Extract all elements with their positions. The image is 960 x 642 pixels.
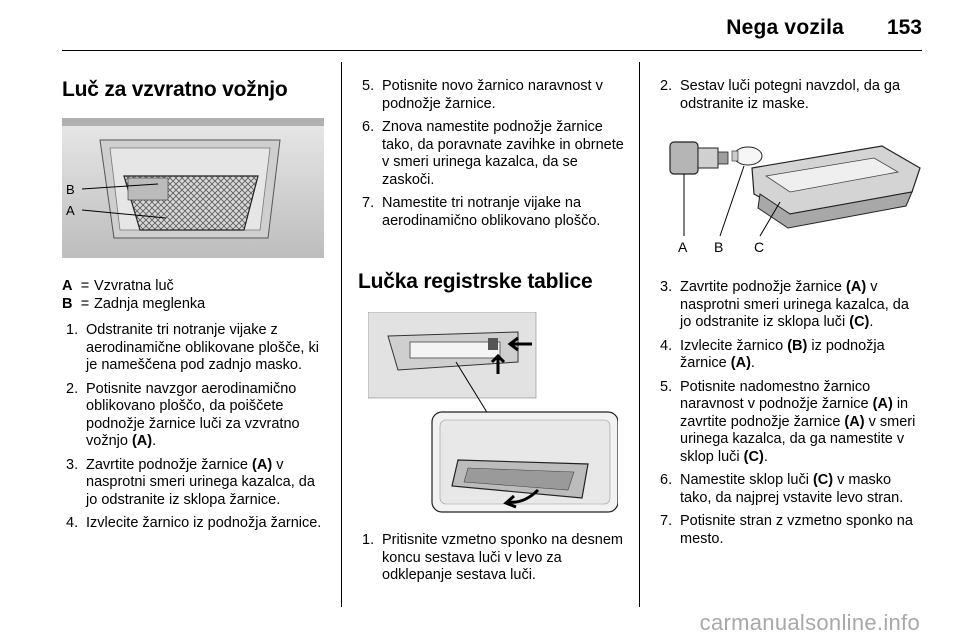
figure-bulb-assembly: [662, 128, 922, 264]
list-item: 4. Izvlecite žarnico (B) iz podnožja žarnice (A).: [660, 337, 885, 371]
figure-label-c: C: [754, 239, 765, 255]
steps-bulb-replacement: [656, 279, 924, 554]
steps-license-plate-light-continued: [656, 78, 924, 119]
figure-label-b: B: [66, 182, 75, 197]
bulb-socket: [670, 142, 698, 174]
spring-clip: [488, 338, 498, 350]
figure-label-a: A: [678, 239, 688, 255]
steps-reverse-light: [62, 322, 324, 539]
list-item: 1. Odstranite tri notranje vijake z aerodinamične oblikovane plošče, ki je nameščena pod zadnjo masko.: [66, 322, 319, 373]
figure-label-a: A: [66, 203, 75, 218]
legend-text: Vzvratna luč: [94, 278, 174, 294]
column-divider-2: [639, 62, 640, 607]
figure-legend: [62, 277, 205, 313]
steps-license-plate-light: [358, 532, 628, 591]
column-1: [62, 62, 324, 642]
legend-key: A: [62, 278, 73, 294]
figure-label-b: B: [714, 239, 724, 255]
list-item: 2. Sestav luči potegni navzdol, da ga odstranite iz maske.: [660, 78, 901, 112]
heading-reverse-light: Luč za vzvratno vožnjo: [62, 78, 288, 101]
heading-license-plate-light: Lučka registrske tablice: [358, 270, 593, 293]
column-3: [656, 62, 924, 642]
list-item: 5. Potisnite nadomestno žarnico naravnost v podnožje žarnice (A) in zavrtite podnožje žarnice (A) v smeri urinega kazalca, da ga namestite v sklop luči (C).: [660, 378, 916, 465]
column-divider-1: [341, 62, 342, 607]
figure-reverse-light: [62, 118, 324, 258]
list-item: 1. Pritisnite vzmetno sponko na desnem koncu sestava luči v levo za odklepanje sestava luči.: [362, 532, 623, 583]
watermark: carmanualsonline.info: [699, 610, 920, 635]
column-2: [358, 62, 628, 642]
list-item: 4. Izvlecite žarnico iz podnožja žarnice.: [66, 515, 322, 531]
list-item: 3. Zavrtite podnožje žarnice (A) v nasprotni smeri urinega kazalca, da jo odstranite iz sklopa luči (C).: [660, 279, 909, 330]
legend-text: Zadnja meglenka: [94, 296, 206, 312]
list-item: 6. Namestite sklop luči (C) v masko tako, da najprej vstavite levo stran.: [660, 472, 904, 506]
list-item: 5. Potisnite novo žarnico naravnost v podnožje žarnice.: [362, 78, 603, 112]
list-item: 3. Zavrtite podnožje žarnice (A) v nasprotni smeri urinega kazalca, da jo odstranite iz sklopa žarnice.: [66, 456, 315, 508]
page-number: 153: [886, 16, 922, 39]
legend-row: B = Zadnja meglenka: [62, 296, 206, 312]
section-title: Nega vozila: [726, 16, 844, 39]
legend-row: A = Vzvratna luč: [62, 278, 174, 294]
fog-lamp-lens: [128, 178, 168, 200]
steps-reverse-light-continued: [358, 78, 628, 236]
list-item: 7. Namestite tri notranje vijake na aerodinamično oblikovano ploščo.: [362, 195, 601, 229]
list-item: 7. Potisnite stran z vzmetno sponko na mesto.: [660, 513, 913, 547]
legend-key: B: [62, 296, 73, 312]
list-item: 6. Znova namestite podnožje žarnice tako, da poravnate zavihke in obrnete v smeri urinega kazalca, da se zaskoči.: [362, 119, 624, 188]
header-rule: [62, 50, 922, 51]
list-item: 2. Potisnite navzgor aerodinamično oblikovano ploščo, da poiščete podnožje žarnice luči za vzvratno vožnjo (A).: [66, 380, 300, 449]
